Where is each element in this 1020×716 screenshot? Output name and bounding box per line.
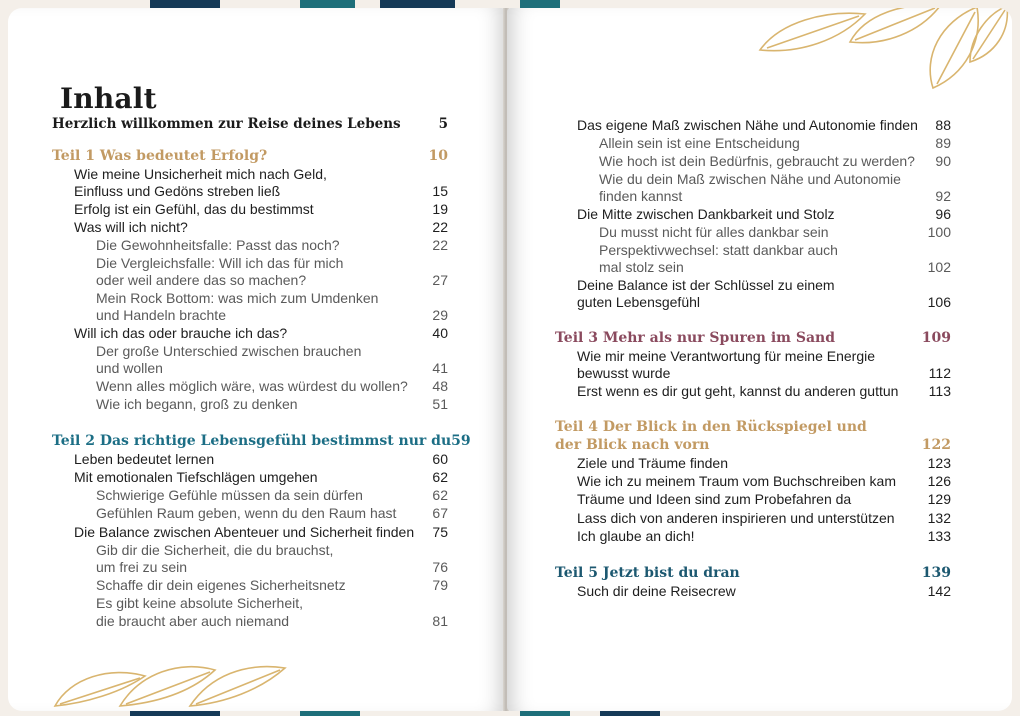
toc-section-entry [96,577,448,594]
toc-entry-page: 59 [451,433,471,449]
toc-entry-title: Schaffe dir dein eigenes Sicherheitsnetz [96,577,346,593]
toc-section-entry [96,307,448,324]
toc-entry-page: 62 [432,487,448,503]
toc-part-entry [555,330,951,347]
toc-entry-page: 27 [432,272,448,288]
toc-entry-page: 67 [432,505,448,521]
toc-entry-title: bewusst wurde [577,365,671,381]
toc-entry-page: 122 [921,437,951,453]
toc-section-entry [96,237,448,254]
toc-section-entry [96,255,448,272]
toc-section-entry [96,272,448,289]
toc-entry-title: Teil 3 Mehr als nur Spuren im Sand [555,330,835,346]
toc-entry-title: Die Gewohnheitsfalle: Passt das noch? [96,237,340,253]
toc-entry-page: 133 [927,528,951,544]
toc-entry-page: 109 [921,330,951,346]
toc-entry-title: Such dir deine Reisecrew [577,583,736,599]
toc-part-entry [555,565,951,582]
toc-entry-title: Wie meine Unsicherheit mich nach Geld, [74,166,327,182]
toc-entry-page: 62 [432,469,448,485]
toc-entry-title: und wollen [96,360,163,376]
toc-entry-title: Die Mitte zwischen Dankbarkeit und Stolz [577,206,835,222]
toc-chapter-entry [577,510,951,527]
toc-section-entry [96,595,448,612]
toc-part-entry [52,433,471,450]
toc-entry-title: um frei zu sein [96,559,188,575]
toc-section-entry [599,242,951,259]
toc-entry-title: Perspektivwechsel: statt dankbar auch [599,242,838,258]
toc-entry-title: Wie du dein Maß zwischen Nähe und Autonomie [599,171,901,187]
toc-entry-title: Mein Rock Bottom: was mich zum Umdenken [96,290,379,306]
toc-section-entry [599,259,951,276]
toc-entry-page: 5 [438,116,448,132]
toc-chapter-entry [577,117,951,134]
toc-entry-title: Teil 5 Jetzt bist du dran [555,565,740,581]
toc-chapter-entry [577,348,951,365]
toc-entry-title: Gib dir die Sicherheit, die du brauchst, [96,542,334,558]
toc-part-entry [555,437,951,454]
toc-entry-title: mal stolz sein [599,259,684,275]
toc-entry-page: 123 [927,455,951,471]
toc-entry-title: Erst wenn es dir gut geht, kannst du anderen guttun [577,383,899,399]
toc-entry-page: 132 [927,510,951,526]
toc-entry-page: 51 [432,396,448,412]
toc-entry-title: Leben bedeutet lernen [74,451,215,467]
toc-entry-page: 10 [428,148,448,164]
toc-chapter-entry [577,294,951,311]
toc-entry-page: 60 [432,451,448,467]
toc-chapter-entry [577,583,951,600]
toc-section-entry [599,224,951,241]
toc-entry-page: 96 [935,206,951,222]
toc-entry-title: Wie ich begann, groß zu denken [96,396,298,412]
toc-entry-title: Das eigene Maß zwischen Nähe und Autonomie finden [577,117,918,133]
toc-entry-page: 112 [928,365,951,381]
toc-entry-page: 15 [432,183,448,199]
toc-entry-page: 22 [432,219,448,235]
toc-entry-title: Ziele und Träume finden [577,455,728,471]
toc-chapter-entry [74,469,448,486]
toc-entry-title: Deine Balance ist der Schlüssel zu einem [577,277,835,293]
toc-chapter-entry [577,365,951,382]
toc-entry-title: Der große Unterschied zwischen brauchen [96,343,362,359]
toc-entry-page: 40 [432,325,448,341]
toc-entry-title: Lass dich von anderen inspirieren und unterstützen [577,510,895,526]
toc-entry-page: 126 [927,473,951,489]
toc-entry-page: 102 [927,259,951,275]
toc-section-entry [96,505,448,522]
leaf-branch-icon [755,8,1010,94]
toc-entry-page: 79 [432,577,448,593]
toc-entry-title: die braucht aber auch niemand [96,613,290,629]
toc-heading: Inhalt [60,82,157,115]
toc-section-entry [96,487,448,504]
toc-chapter-entry [74,524,448,541]
toc-chapter-entry [74,219,448,236]
left-page [8,8,505,711]
toc-entry-title: Was will ich nicht? [74,219,188,235]
toc-entry-title: Wie hoch ist dein Bedürfnis, gebraucht zu werden? [599,153,915,169]
toc-chapter-entry [74,166,448,183]
toc-entry-page: 48 [432,378,448,394]
toc-chapter-entry [577,206,951,223]
toc-entry-page: 129 [927,491,951,507]
toc-entry-title: Die Balance zwischen Abenteuer und Sicherheit finden [74,524,415,540]
toc-entry-page: 41 [432,360,448,376]
toc-section-entry [96,290,448,307]
toc-entry-title: Wie mir meine Verantwortung für meine Energie [577,348,876,364]
toc-chapter-entry [577,277,951,294]
toc-entry-title: Ich glaube an dich! [577,528,695,544]
toc-entry-title: Wenn alles möglich wäre, was würdest du wollen? [96,378,408,394]
toc-section-entry [599,135,951,152]
toc-entry-title: der Blick nach vorn [555,437,710,453]
toc-part-entry [52,148,448,165]
toc-chapter-entry [74,201,448,218]
toc-entry-page: 22 [432,237,448,253]
toc-section-entry [96,343,448,360]
toc-entry-title: oder weil andere das so machen? [96,272,307,288]
toc-section-entry [599,153,951,170]
toc-section-entry [96,613,448,630]
toc-section-entry [96,360,448,377]
toc-entry-title: finden kannst [599,188,683,204]
toc-entry-title: Träume und Ideen sind zum Probefahren da [577,491,852,507]
toc-entry-title: guten Lebensgefühl [577,294,700,310]
toc-section-entry [599,171,951,188]
toc-entry-title: Du musst nicht für alles dankbar sein [599,224,829,240]
leaf-branch-icon [50,648,300,708]
right-page [507,8,1012,711]
toc-entry-title: Es gibt keine absolute Sicherheit, [96,595,304,611]
toc-entry-title: Teil 4 Der Blick in den Rückspiegel und [555,419,867,435]
toc-entry-title: Die Vergleichsfalle: Will ich das für mich [96,255,344,271]
toc-part-entry [555,419,951,436]
toc-section-entry [599,188,951,205]
toc-entry-title: Erfolg ist ein Gefühl, das du bestimmst [74,201,314,217]
toc-entry-title: Gefühlen Raum geben, wenn du den Raum hast [96,505,397,521]
toc-chapter-entry [577,455,951,472]
toc-entry-title: Teil 2 Das richtige Lebensgefühl bestimmst nur du [52,433,452,449]
toc-entry-title: Will ich das oder brauche ich das? [74,325,288,341]
toc-entry-page: 113 [928,383,951,399]
toc-entry-page: 92 [935,188,951,204]
toc-section-entry [96,559,448,576]
toc-entry-page: 76 [432,559,448,575]
toc-entry-page: 142 [927,583,951,599]
toc-entry-title: Herzlich willkommen zur Reise deines Lebens [52,116,401,132]
toc-entry-page: 19 [432,201,448,217]
toc-chapter-entry [577,491,951,508]
toc-entry-title: Allein sein ist eine Entscheidung [599,135,800,151]
toc-chapter-entry [74,325,448,342]
toc-chapter-entry [577,528,951,545]
toc-entry-title: Schwierige Gefühle müssen da sein dürfen [96,487,363,503]
toc-chapter-entry [577,473,951,490]
toc-section-entry [96,378,448,395]
toc-chapter-entry [74,451,448,468]
toc-entry-title: Einfluss und Gedöns streben ließ [74,183,281,199]
toc-entry-title: Teil 1 Was bedeutet Erfolg? [52,148,268,164]
toc-entry-page: 106 [927,294,951,310]
toc-chapter-entry [577,383,951,400]
toc-entry-page: 90 [935,153,951,169]
toc-entry-page: 75 [432,524,448,540]
toc-chapter-entry [74,183,448,200]
toc-entry-page: 100 [927,224,951,240]
toc-entry-title: und Handeln brachte [96,307,226,323]
toc-entry-title: Wie ich zu meinem Traum vom Buchschreiben kam [577,473,896,489]
toc-intro-entry [52,116,448,133]
toc-entry-page: 139 [921,565,951,581]
toc-section-entry [96,396,448,413]
toc-entry-title: Mit emotionalen Tiefschlägen umgehen [74,469,318,485]
toc-section-entry [96,542,448,559]
toc-entry-page: 29 [432,307,448,323]
toc-entry-page: 88 [935,117,951,133]
toc-entry-page: 89 [935,135,951,151]
toc-entry-page: 81 [432,613,448,629]
